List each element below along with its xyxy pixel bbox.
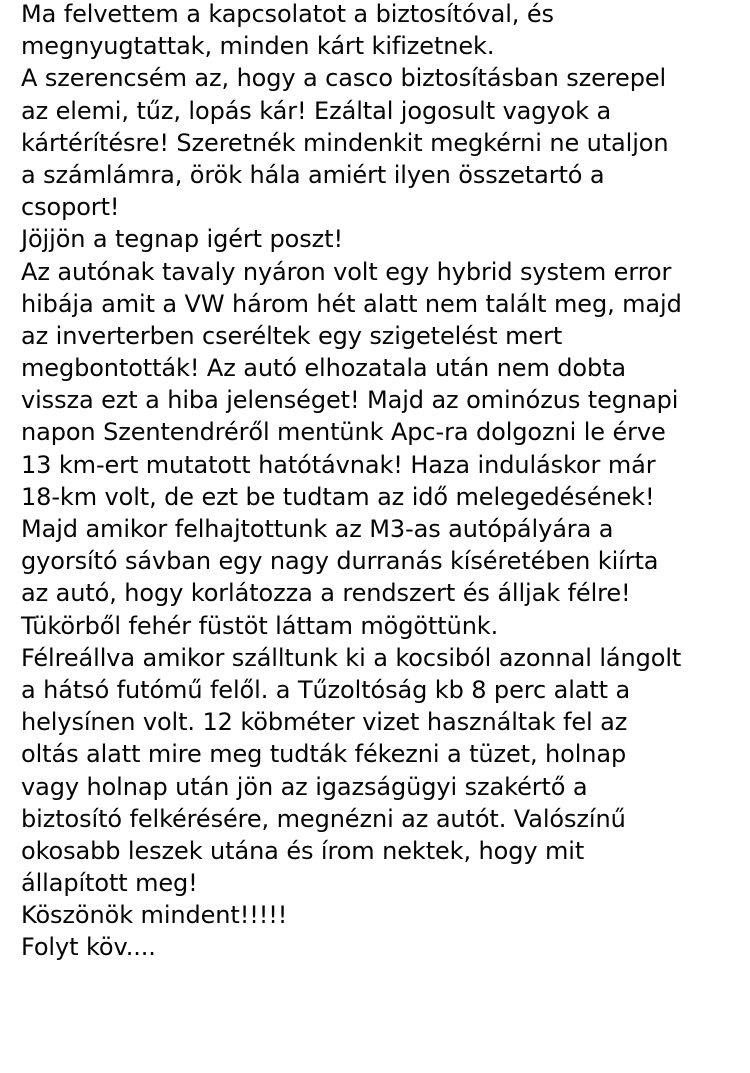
post-line: 18-km volt, de ezt be tudtam az idő melegedésének! [21, 482, 655, 511]
post-line: Félreállva amikor szálltunk ki a kocsiból azonnal lángolt [21, 643, 682, 672]
post-line: Tükörből fehér füstöt láttam mögöttünk. [21, 611, 499, 640]
post-line: vagy holnap után jön az igazságügyi szakértő a [21, 772, 588, 801]
post-line: biztosító felkérésére, megnézni az autót. Valószínű [21, 804, 626, 833]
post-line: Köszönök mindent!!!!! [21, 901, 288, 930]
post-line: hibája amit a VW három hét alatt nem talált meg, majd [21, 289, 682, 318]
post-line: Az autónak tavaly nyáron volt egy hybrid system error [21, 257, 672, 286]
post-line: a számlámra, örök hála amiért ilyen összetartó a [21, 160, 605, 189]
post-line: Ma felvettem a kapcsolatot a biztosítóval, és [21, 0, 554, 28]
post-line: helysínen volt. 12 köbméter vizet használtak fel az [21, 708, 628, 737]
post-line: Majd amikor felhajtottunk az M3-as autópályára a [21, 515, 614, 543]
post-line: vissza ezt a hiba jelenséget! Majd az ominózus tegnapi [21, 386, 679, 415]
post-line: 13 km-ert mutatott hatótávnak! Haza induláskor már [21, 450, 656, 479]
post-line: Folyt köv.... [21, 933, 156, 962]
post-line: az autó, hogy korlátozza a rendszert és álljak félre! [21, 579, 631, 608]
post-line: Jöjjön a tegnap igért poszt! [21, 225, 343, 254]
post-line: okosabb leszek utána és írom nektek, hogy mit [21, 836, 585, 865]
post-line: az elemi, tűz, lopás kár! Ezáltal jogosult vagyok a [21, 96, 612, 125]
post-line: csoport! [21, 193, 120, 222]
post-line: oltás alatt mire meg tudták fékezni a tüzet, holnap [21, 740, 627, 769]
post-line: az inverterben cseréltek egy szigetelést mert [21, 321, 563, 350]
post-line: gyorsító sávban egy nagy durranás kíséretében kiírta [21, 547, 659, 576]
post-line: állapított meg! [21, 869, 198, 898]
post-line: a hátsó futómű felől. a Tűzoltóság kb 8 perc alatt a [21, 675, 631, 704]
post-line: kártérítésre! Szeretnék mindenkit megkérni ne utaljon [21, 128, 669, 157]
post-line: A szerencsém az, hogy a casco biztosításban szerepel [21, 64, 667, 93]
post-line: megnyugtattak, minden kárt kifizetnek. [21, 32, 495, 61]
post-line: napon Szentendréről mentünk Apc-ra dolgozni le érve [21, 418, 666, 447]
post-line: megbontották! Az autó elhozatala után nem dobta [21, 354, 627, 383]
